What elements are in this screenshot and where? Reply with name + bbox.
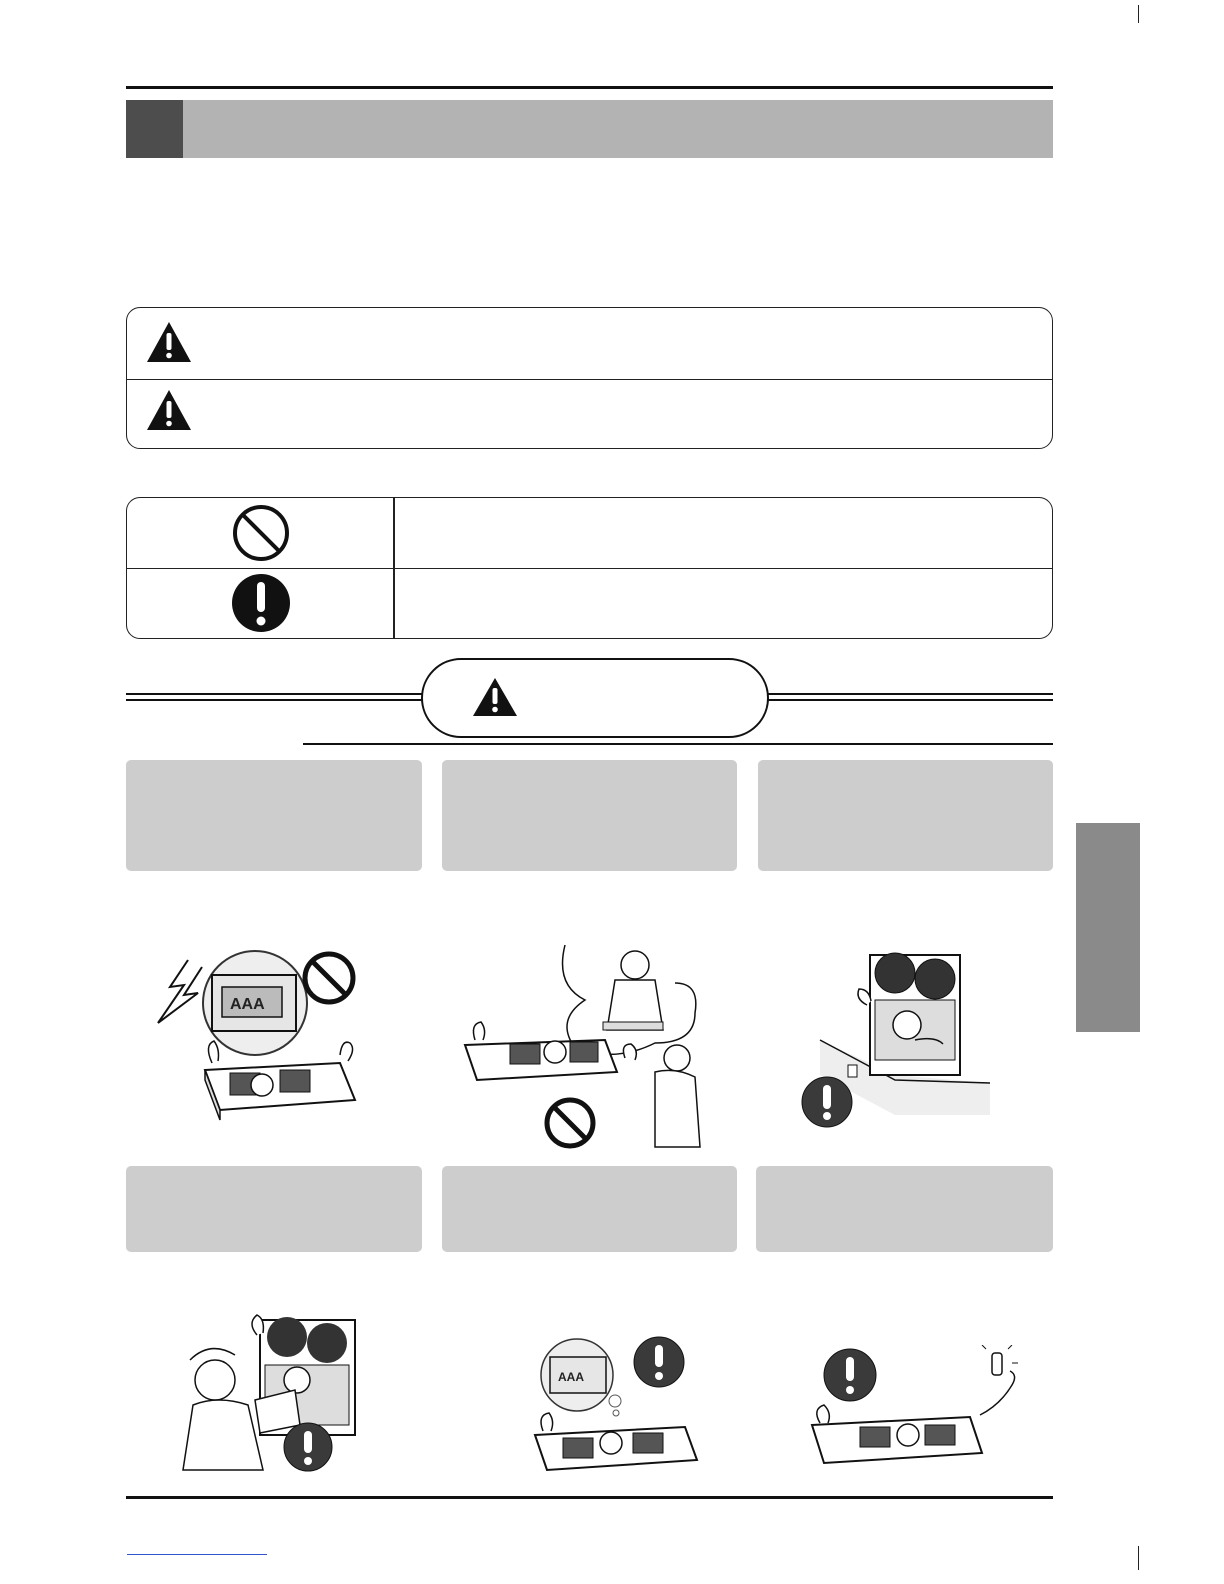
chapter-side-tab xyxy=(1076,823,1140,1032)
svg-text:AAA: AAA xyxy=(558,1370,584,1384)
banner-rule-right-bottom xyxy=(765,699,1053,701)
instruction-note-3 xyxy=(758,760,1053,871)
warning-triangle-icon xyxy=(471,676,519,723)
illustration-breaker xyxy=(525,1335,715,1485)
legend-divider-horizontal xyxy=(127,568,1052,569)
instruction-note-1 xyxy=(126,760,422,871)
illustration-service-call xyxy=(455,940,705,1150)
warning-triangle-icon xyxy=(145,320,193,369)
warning-row xyxy=(127,308,1052,378)
svg-text:AAA: AAA xyxy=(230,996,265,1013)
bottom-rule xyxy=(126,1496,1053,1499)
banner-rule-left-bottom xyxy=(126,699,422,701)
instruction-note-5 xyxy=(442,1166,737,1252)
illustration-installer-manual xyxy=(175,1305,375,1475)
symbol-legend-box xyxy=(126,497,1053,639)
illustration-fuse xyxy=(800,1345,1035,1485)
exclamation-circle-icon xyxy=(231,572,291,639)
caution-row xyxy=(127,379,1052,450)
crop-mark-top xyxy=(1138,5,1139,23)
instruction-note-6 xyxy=(756,1166,1053,1252)
banner-rule-left-top xyxy=(126,693,422,695)
warning-triangle-icon xyxy=(145,388,193,437)
instruction-note-2 xyxy=(442,760,737,871)
prohibition-icon xyxy=(231,503,291,568)
illustration-electrical-switch xyxy=(150,945,390,1130)
section-header-bar xyxy=(126,100,1053,158)
caution-banner xyxy=(421,658,769,738)
signal-word-box xyxy=(126,307,1053,449)
footer-link[interactable] xyxy=(127,1554,267,1555)
instruction-note-4 xyxy=(126,1166,422,1252)
section-number-block xyxy=(126,100,183,158)
banner-rule-right-top xyxy=(765,693,1053,695)
crop-mark-bottom xyxy=(1138,1546,1139,1570)
subheading-rule xyxy=(303,743,1053,745)
top-rule xyxy=(126,86,1053,89)
illustration-outdoor-platform xyxy=(795,945,995,1130)
